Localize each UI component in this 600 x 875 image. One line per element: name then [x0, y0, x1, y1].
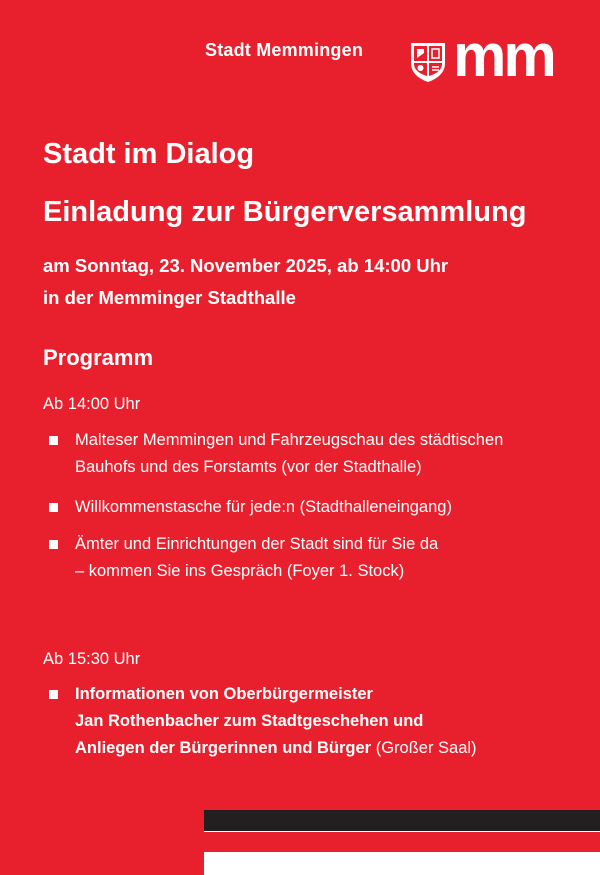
program-item-location: (Großer Saal): [371, 739, 477, 757]
program-item-line: Malteser Memmingen und Fahrzeugschau des städtischen: [75, 431, 504, 449]
program-item: [75, 427, 503, 481]
bullet-square-icon: [49, 540, 58, 549]
stripe-white: [204, 852, 600, 875]
bullet-square-icon: [49, 436, 58, 445]
section-time-1: Ab 14:00 Uhr: [43, 395, 141, 413]
program-item-line: Willkommenstasche für jede:n (Stadthalleneingang): [75, 498, 452, 516]
program-item-line-bold: Anliegen der Bürgerinnen und Bürger: [75, 739, 372, 757]
city-crest-icon: [409, 41, 447, 83]
logo-mm: mm: [453, 22, 554, 89]
program-item-line: [75, 735, 477, 762]
program-item-line: – kommen Sie ins Gespräch (Foyer 1. Stock): [75, 562, 405, 580]
stripe-black: [204, 810, 600, 831]
bullet-square-icon: [49, 503, 58, 512]
page-title: Stadt im Dialog: [43, 138, 255, 170]
program-item-line: Jan Rothenbacher zum Stadtgeschehen und: [75, 712, 424, 730]
program-item: [75, 681, 477, 762]
brand-name: Stadt Memmingen: [205, 40, 364, 60]
program-item-line: Bauhofs und des Forstamts (vor der Stadthalle): [75, 458, 422, 476]
event-venue: in der Memminger Stadthalle: [43, 287, 296, 308]
page-subtitle: Einladung zur Bürgerversammlung: [43, 196, 527, 228]
section-time-2: Ab 15:30 Uhr: [43, 650, 141, 668]
event-date: am Sonntag, 23. November 2025, ab 14:00 Uhr: [43, 255, 449, 276]
bullet-square-icon: [49, 690, 58, 699]
program-heading: Programm: [43, 345, 154, 370]
program-item: [75, 531, 438, 585]
stripe-divider: [204, 831, 600, 852]
program-item-line: Ämter und Einrichtungen der Stadt sind für Sie da: [75, 535, 439, 553]
program-item: [75, 494, 452, 521]
program-item-line: Informationen von Oberbürgermeister: [75, 685, 373, 703]
